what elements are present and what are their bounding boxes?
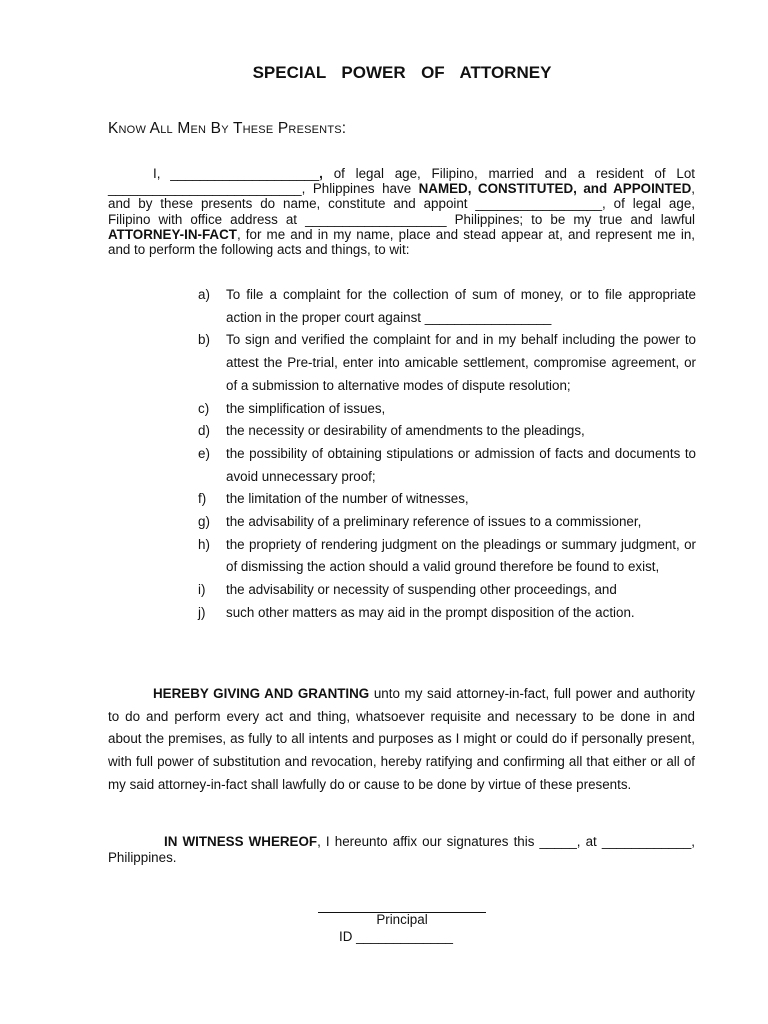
intro-part4: , for me and in my name, place and stead appear at, and represent me in, and to perform the following acts and things, to wit:	[108, 226, 695, 258]
list-item-label: i)	[198, 582, 206, 598]
intro-paragraph	[108, 166, 695, 257]
id-line: ID _____________	[339, 929, 453, 944]
list-item-label: c)	[198, 400, 210, 416]
intro-part1: I, ____________________	[153, 166, 320, 181]
granting-bold: HEREBY GIVING AND GRANTING	[153, 686, 370, 701]
list-item	[196, 488, 696, 511]
list-item-label: d)	[198, 423, 210, 439]
intro-comma: ,	[319, 166, 323, 181]
list-item-text: the propriety of rendering judgment on the pleadings or summary judgment, or of dismissing the action should a valid ground therefore be found to exist,	[226, 536, 696, 575]
list-item	[196, 602, 696, 625]
witness-paragraph	[108, 834, 695, 866]
list-item-label: f)	[198, 491, 207, 507]
intro-bold-named: NAMED, CONSTITUTED, and APPOINTED	[418, 181, 692, 197]
list-item-label: b)	[198, 332, 210, 348]
list-item-label: h)	[198, 536, 210, 552]
granting-text: unto my said attorney-in-fact, full power and authority to do and perform every act and thing, whatsoever requisite and necessary to be done in and about the premises, as fully to all intents and purposes as I might or could do if personally present, with full power of substitution and revocation, hereby ratifying and confirming all that either or all of my said attorney-in-fact shall lawfully do or cause to be done by virtue of these presents.	[108, 686, 695, 792]
list-item	[196, 329, 696, 397]
list-item-text: the advisability of a preliminary reference of issues to a commissioner,	[226, 514, 642, 530]
intro-bold-attorney: ATTORNEY-IN-FACT	[108, 226, 237, 242]
list-item	[196, 420, 696, 443]
list-item-text: the simplification of issues,	[226, 400, 386, 416]
list-item	[196, 443, 696, 488]
list-item	[196, 398, 696, 421]
salutation: Know All Men By These Presents:	[108, 120, 347, 137]
list-item-label: a)	[198, 287, 210, 302]
list-item-text: the limitation of the number of witnesses,	[226, 491, 469, 507]
list-item-label: j)	[198, 604, 206, 620]
list-item	[196, 579, 696, 602]
intro-part3: , and by these presents do name, constitute and appoint _________________, of legal age, Filipino with office address at ___________________ Philippines; to be my true and lawful	[108, 181, 695, 227]
list-item-text: the possibility of obtaining stipulations or admission of facts and documents to avoid unnecessary proof;	[226, 445, 696, 484]
list-item-text: To sign and verified the complaint for and in my behalf including the power to attest the Pre-trial, enter into amicable settlement, compromise agreement, or of a submission to alternative modes of dispute resolution;	[226, 332, 696, 393]
list-item-text: the necessity or desirability of amendments to the pleadings,	[226, 423, 585, 439]
intro-part2: of legal age, Filipino, married and a resident of Lot __________________________, Phlippines have	[108, 166, 695, 197]
list-item	[196, 284, 696, 329]
list-item-text: the advisability or necessity of suspending other proceedings, and	[226, 582, 617, 598]
document-title: SPECIAL POWER OF ATTORNEY	[252, 63, 552, 82]
witness-text: , I hereunto affix our signatures this _____, at ____________, Philippines.	[108, 834, 695, 865]
acts-list	[196, 284, 696, 625]
list-item-text: To file a complaint for the collection of sum of money, or to file appropriate action in the proper court against _________________	[226, 287, 696, 325]
witness-bold: IN WITNESS WHEREOF	[164, 834, 318, 849]
granting-paragraph	[108, 683, 695, 797]
list-item-text: such other matters as may aid in the prompt disposition of the action.	[226, 604, 635, 620]
list-item	[196, 511, 696, 534]
list-item-label: g)	[198, 514, 210, 530]
principal-label: Principal	[376, 912, 428, 927]
list-item-label: e)	[198, 445, 210, 461]
list-item	[196, 534, 696, 579]
